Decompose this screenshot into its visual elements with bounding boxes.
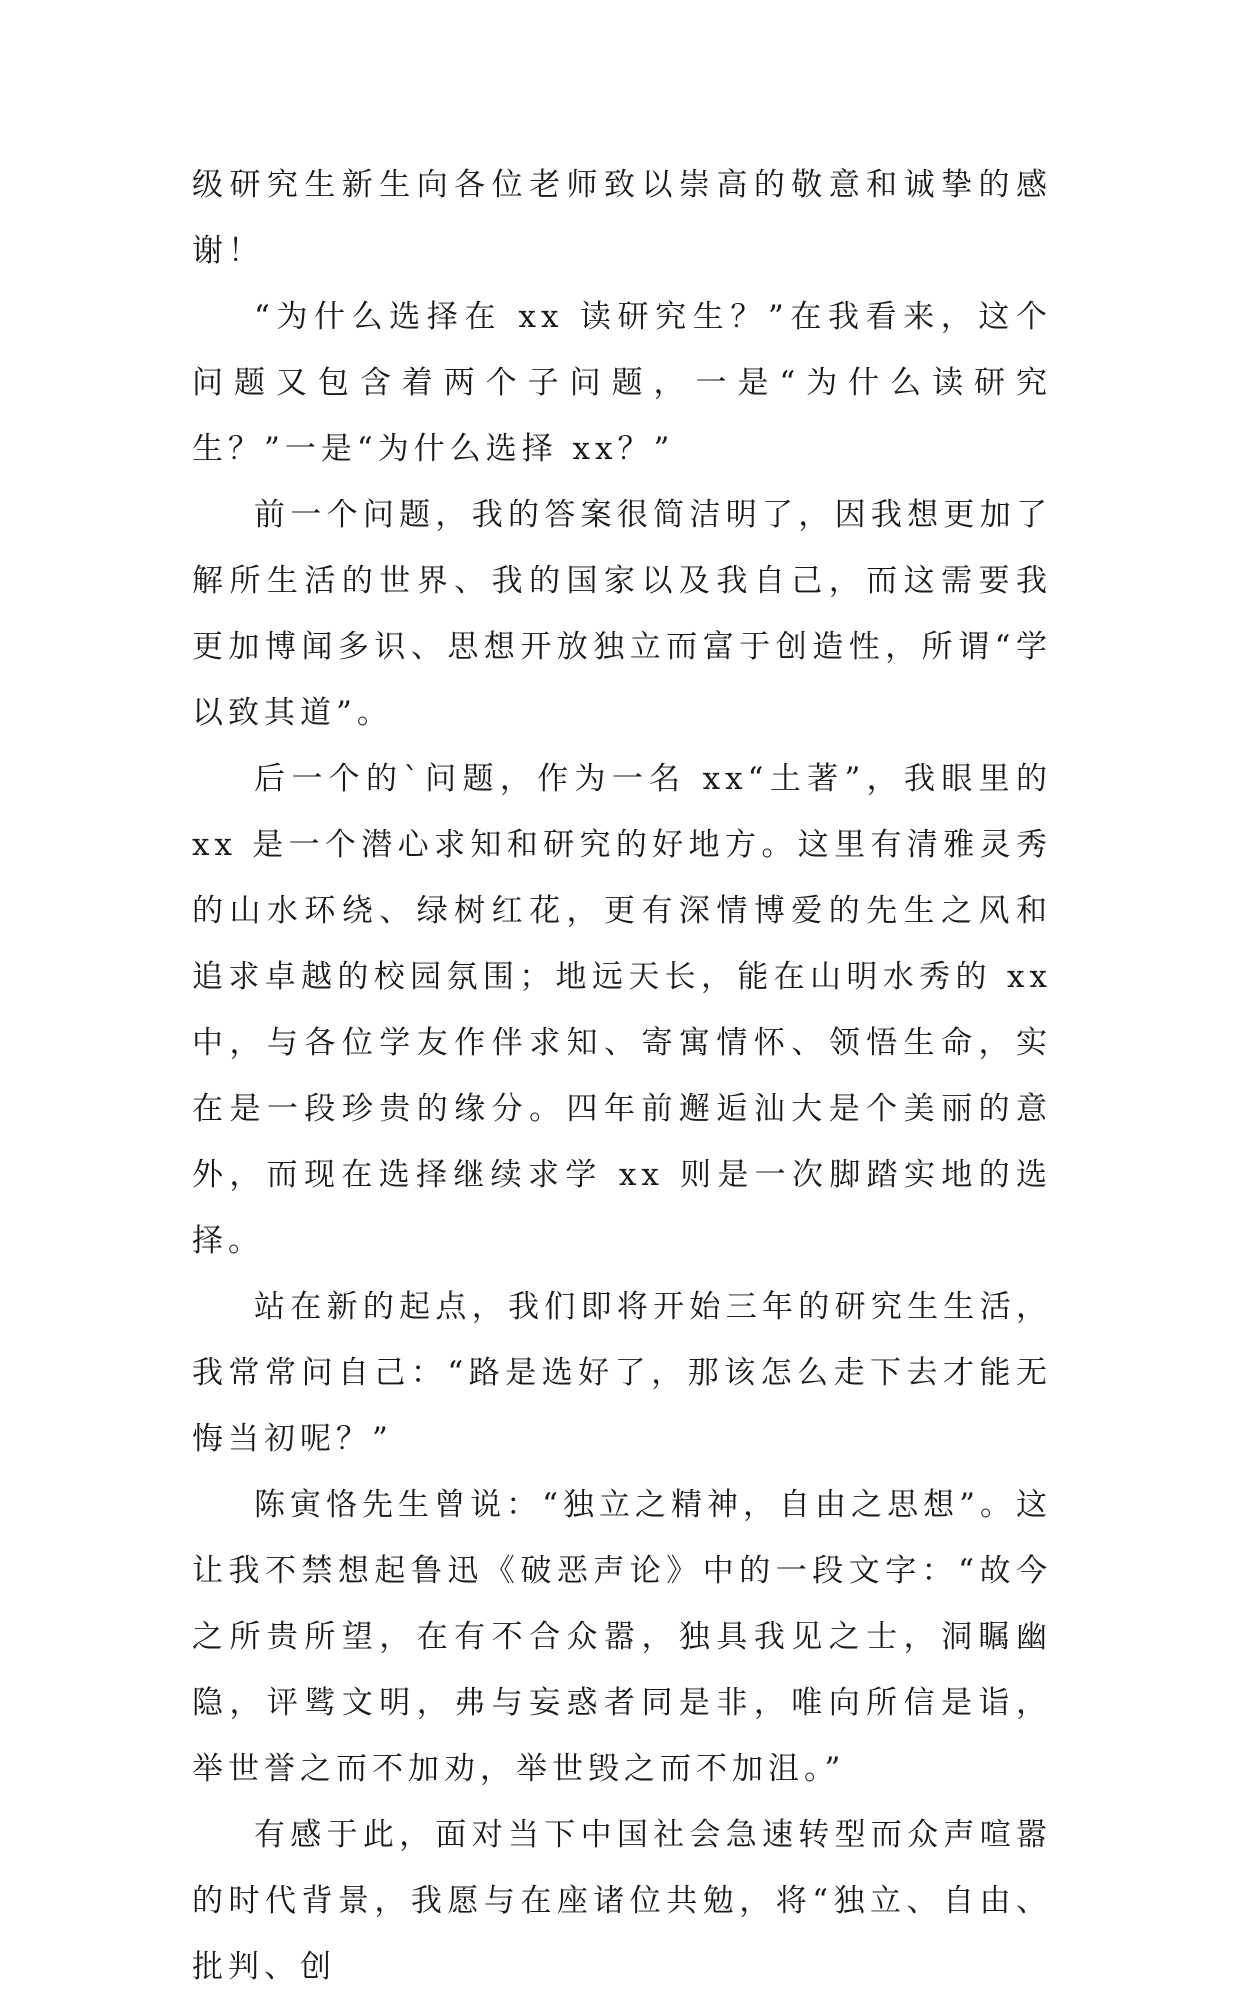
- paragraph-quote: 陈寅恪先生曾说：“独立之精神，自由之思想”。这让我不禁想起鲁迅《破恶声论》中的一段文字：“故今之所贵所望，在有不合众嚣，独具我见之士，洞瞩幽隐，评骘文明，弗与妄惑者同是非，唯向所信是诣，举世誉之而不加劝，举世毁之而不加沮。”: [192, 1487, 1052, 1787]
- paragraph-new-start: 站在新的起点，我们即将开始三年的研究生生活，我常常问自己：“路是选好了，那该怎么走下去才能无悔当初呢？”: [192, 1289, 1052, 1457]
- paragraph-second-answer: 后一个的`问题，作为一名 xx“土著”，我眼里的 xx 是一个潜心求知和研究的好地方。这里有清雅灵秀的山水环绕、绿树红花，更有深情博爱的先生之风和追求卓越的校园氛围；地远天长，能在山明水秀的 xx 中，与各位学友作伴求知、寄寓情怀、领悟生命，实在是一段珍贵的缘分。四年前邂逅汕大是个美丽的意外，而现在选择继续求学 xx 则是一次脚踏实地的选择。: [192, 761, 1052, 1259]
- document-body: [192, 152, 1052, 2000]
- paragraph-continuation: 级研究生新生向各位老师致以崇高的敬意和诚挚的感谢！: [192, 167, 1052, 269]
- paragraph-closing: 有感于此，面对当下中国社会急速转型而众声喧嚣的时代背景，我愿与在座诸位共勉，将“独立、自由、批判、创: [192, 1817, 1052, 1985]
- paragraph-first-answer: 前一个问题，我的答案很简洁明了，因我想更加了解所生活的世界、我的国家以及我自己，而这需要我更加博闻多识、思想开放独立而富于创造性，所谓“学以致其道”。: [192, 497, 1052, 731]
- paragraph-why-question: “为什么选择在 xx 读研究生？”在我看来，这个问题又包含着两个子问题，一是“为什么读研究生？”一是“为什么选择 xx？”: [192, 299, 1052, 467]
